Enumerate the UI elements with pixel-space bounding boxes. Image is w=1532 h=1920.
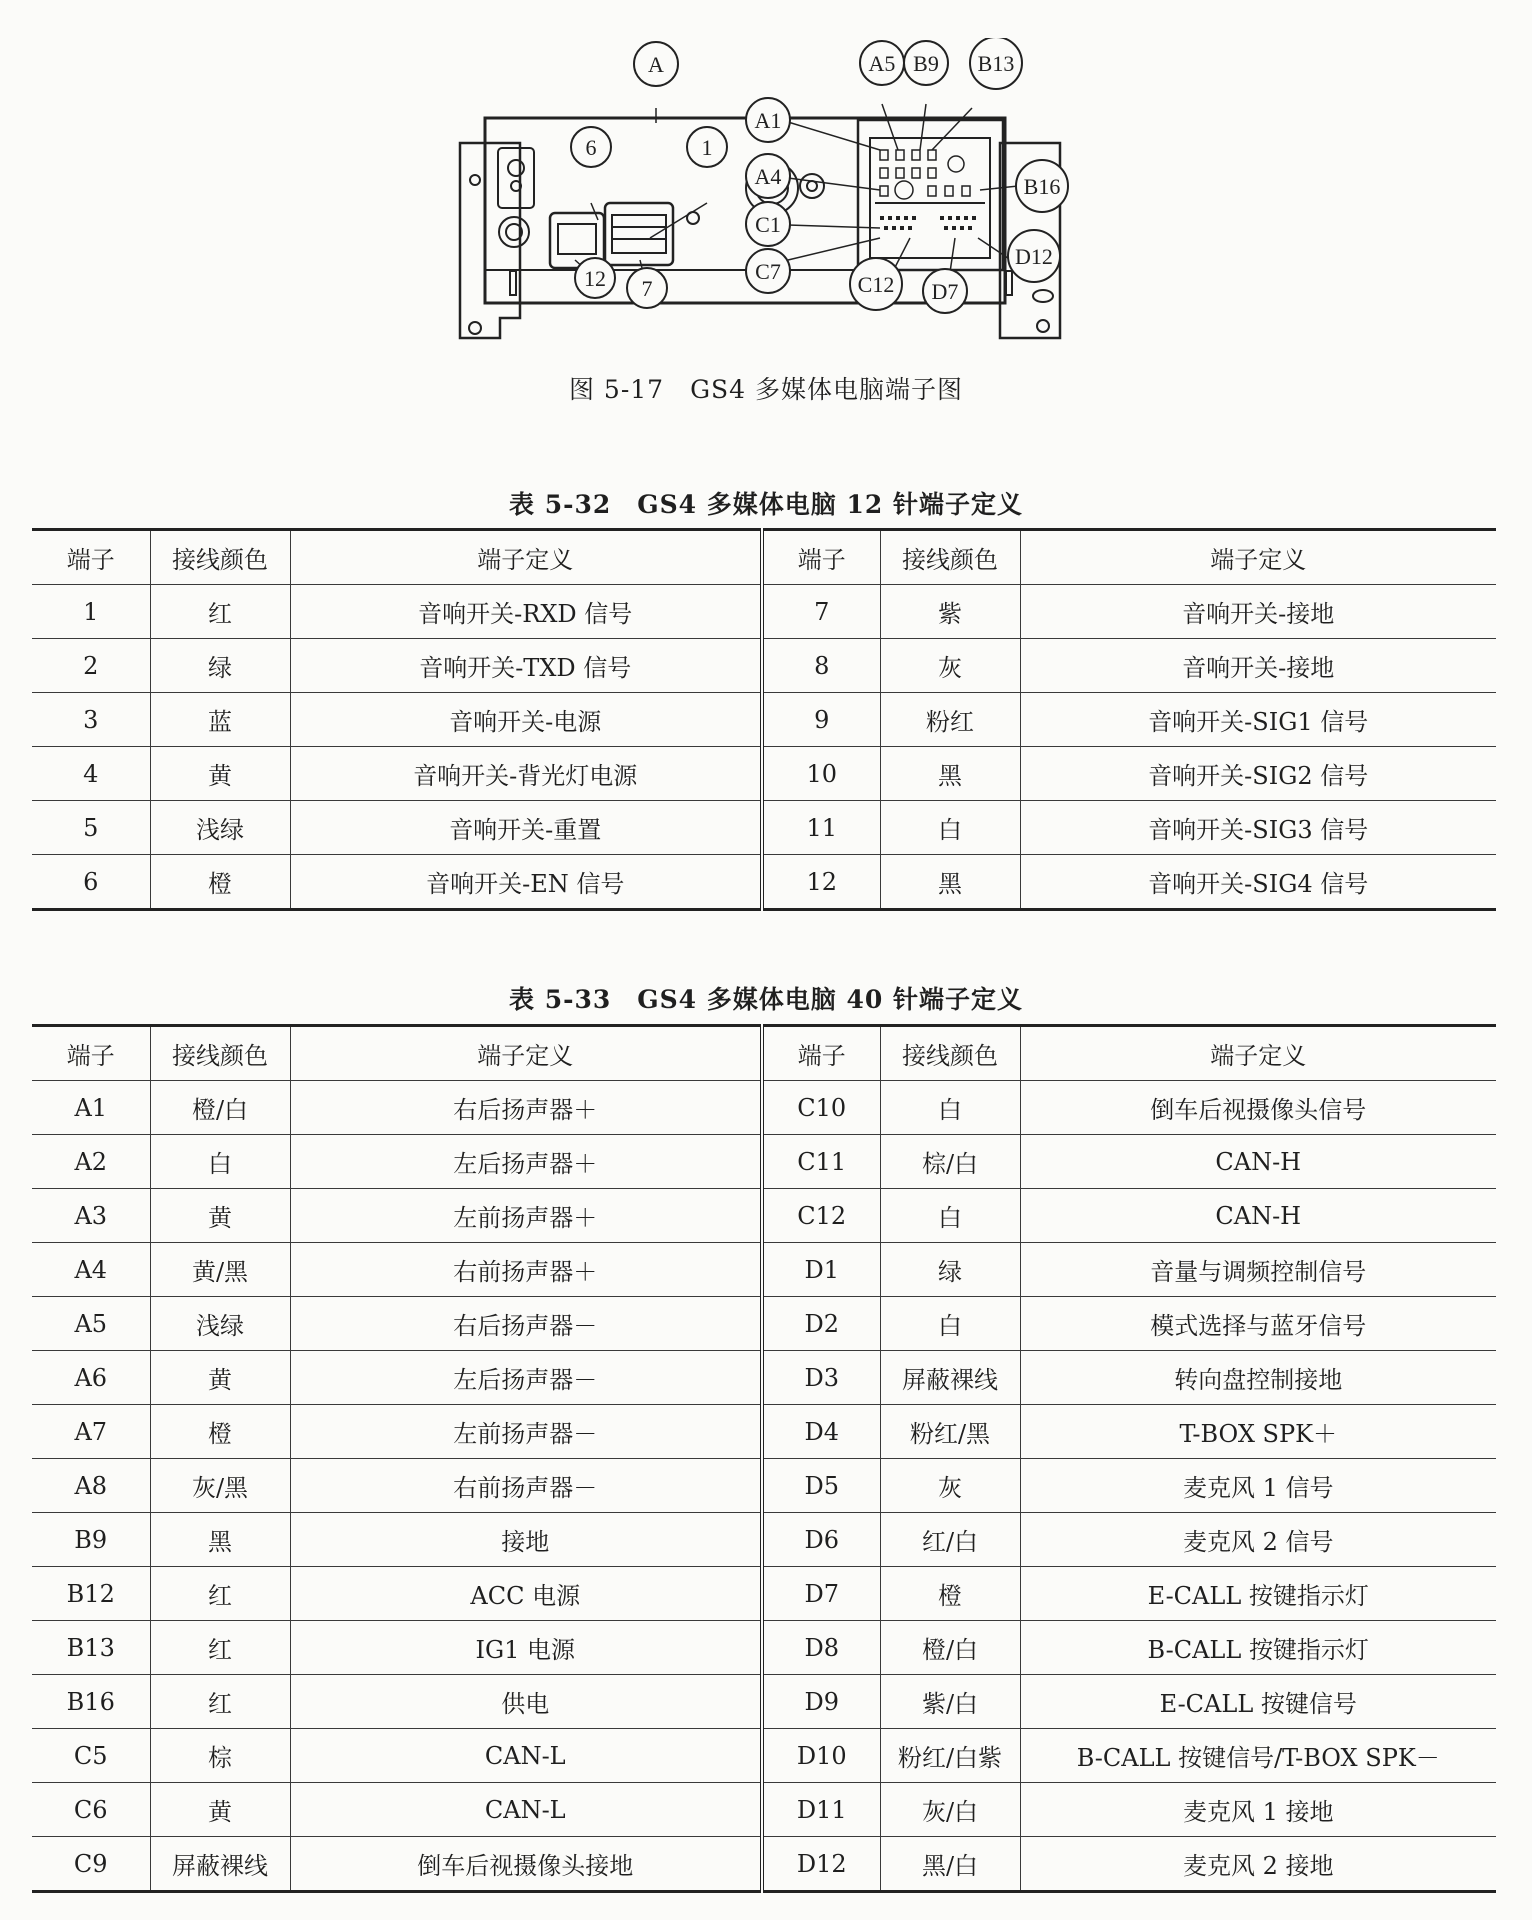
cell-wire-color: 橙/白 (150, 1081, 290, 1135)
table-row (32, 1459, 1496, 1513)
cell-definition: 模式选择与蓝牙信号 (1020, 1297, 1496, 1351)
cell-terminal: 6 (32, 855, 150, 910)
cell-terminal: B9 (32, 1513, 150, 1567)
cell-wire-color: 棕/白 (880, 1135, 1020, 1189)
cell-terminal: C11 (762, 1135, 880, 1189)
cell-definition: 右后扬声器＋ (290, 1081, 762, 1135)
callout-label: A4 (754, 164, 782, 189)
cell-definition: 倒车后视摄像头接地 (290, 1837, 762, 1892)
header-definition: 端子定义 (1020, 530, 1496, 585)
header-definition: 端子定义 (290, 530, 762, 585)
cell-wire-color: 浅绿 (150, 1297, 290, 1351)
table-header-row (32, 530, 1496, 585)
cell-terminal: B12 (32, 1567, 150, 1621)
table-40pin (32, 1024, 1496, 1893)
table-row (32, 1189, 1496, 1243)
cell-definition: 右后扬声器－ (290, 1297, 762, 1351)
table-row (32, 1729, 1496, 1783)
cell-wire-color: 白 (880, 801, 1020, 855)
cell-definition: CAN-H (1020, 1189, 1496, 1243)
table-row (32, 855, 1496, 910)
callout-label: B9 (913, 51, 939, 76)
table-row (32, 693, 1496, 747)
cell-terminal: 8 (762, 639, 880, 693)
cell-wire-color: 黄/黑 (150, 1243, 290, 1297)
cell-terminal: 9 (762, 693, 880, 747)
cell-terminal: D2 (762, 1297, 880, 1351)
cell-wire-color: 灰/黑 (150, 1459, 290, 1513)
table-row (32, 1567, 1496, 1621)
cell-terminal: A5 (32, 1297, 150, 1351)
cell-definition: 麦克风 1 接地 (1020, 1783, 1496, 1837)
cell-terminal: 7 (762, 585, 880, 639)
cell-definition: 音量与调频控制信号 (1020, 1243, 1496, 1297)
cell-terminal: C5 (32, 1729, 150, 1783)
table-row (32, 1135, 1496, 1189)
cell-wire-color: 绿 (150, 639, 290, 693)
cell-definition: B-CALL 按键指示灯 (1020, 1621, 1496, 1675)
table-row (32, 1783, 1496, 1837)
cell-terminal: B13 (32, 1621, 150, 1675)
table-row (32, 1081, 1496, 1135)
cell-terminal: D4 (762, 1405, 880, 1459)
header-terminal: 端子 (32, 1026, 150, 1081)
callout-label: D12 (1015, 244, 1053, 269)
callout-label: C1 (755, 212, 781, 237)
cell-wire-color: 红 (150, 1567, 290, 1621)
header-terminal: 端子 (32, 530, 150, 585)
cell-wire-color: 白 (880, 1297, 1020, 1351)
cell-wire-color: 屏蔽裸线 (880, 1351, 1020, 1405)
cell-definition: 倒车后视摄像头信号 (1020, 1081, 1496, 1135)
table-row (32, 1513, 1496, 1567)
callout-label: C12 (857, 272, 895, 297)
cell-wire-color: 蓝 (150, 693, 290, 747)
cell-terminal: C10 (762, 1081, 880, 1135)
table-row (32, 1837, 1496, 1892)
cell-wire-color: 紫 (880, 585, 1020, 639)
cell-wire-color: 黑 (880, 855, 1020, 910)
cell-definition: 音响开关-TXD 信号 (290, 639, 762, 693)
cell-terminal: 4 (32, 747, 150, 801)
connector-diagram (440, 38, 1090, 348)
cell-terminal: D6 (762, 1513, 880, 1567)
cell-terminal: C9 (32, 1837, 150, 1892)
cell-wire-color: 粉红/黑 (880, 1405, 1020, 1459)
table-row (32, 1621, 1496, 1675)
cell-definition: IG1 电源 (290, 1621, 762, 1675)
cell-wire-color: 红 (150, 1675, 290, 1729)
cell-wire-color: 黑/白 (880, 1837, 1020, 1892)
cell-terminal: B16 (32, 1675, 150, 1729)
cell-terminal: 11 (762, 801, 880, 855)
cell-definition: T-BOX SPK＋ (1020, 1405, 1496, 1459)
cell-definition: CAN-L (290, 1729, 762, 1783)
cell-wire-color: 白 (880, 1189, 1020, 1243)
cell-terminal: A2 (32, 1135, 150, 1189)
figure-caption: 图 5-17 GS4 多媒体电脑端子图 (568, 375, 964, 404)
table-row (32, 585, 1496, 639)
cell-terminal: D12 (762, 1837, 880, 1892)
cell-definition: 音响开关-电源 (290, 693, 762, 747)
table-40pin-title: 表 5-33 GS4 多媒体电脑 40 针端子定义 (509, 985, 1023, 1014)
cell-definition: CAN-H (1020, 1135, 1496, 1189)
cell-definition: 麦克风 2 接地 (1020, 1837, 1496, 1892)
cell-wire-color: 黑 (150, 1513, 290, 1567)
cell-terminal: A7 (32, 1405, 150, 1459)
cell-wire-color: 白 (150, 1135, 290, 1189)
cell-terminal: A3 (32, 1189, 150, 1243)
cell-definition: 音响开关-SIG3 信号 (1020, 801, 1496, 855)
connector-diagram-drawing (440, 38, 1090, 348)
cell-definition: ACC 电源 (290, 1567, 762, 1621)
table-row (32, 747, 1496, 801)
cell-wire-color: 橙 (150, 855, 290, 910)
table-row (32, 1297, 1496, 1351)
cell-wire-color: 浅绿 (150, 801, 290, 855)
cell-definition: 音响开关-重置 (290, 801, 762, 855)
cell-terminal: 2 (32, 639, 150, 693)
cell-terminal: A6 (32, 1351, 150, 1405)
header-wire-color: 接线颜色 (880, 530, 1020, 585)
cell-definition: B-CALL 按键信号/T-BOX SPK－ (1020, 1729, 1496, 1783)
cell-definition: E-CALL 按键信号 (1020, 1675, 1496, 1729)
cell-definition: 左后扬声器－ (290, 1351, 762, 1405)
cell-wire-color: 灰 (880, 639, 1020, 693)
cell-definition: 接地 (290, 1513, 762, 1567)
table-row (32, 1675, 1496, 1729)
header-terminal: 端子 (762, 1026, 880, 1081)
cell-terminal: 12 (762, 855, 880, 910)
header-wire-color: 接线颜色 (880, 1026, 1020, 1081)
cell-terminal: A1 (32, 1081, 150, 1135)
callout-label: A (648, 52, 664, 77)
cell-definition: 音响开关-SIG2 信号 (1020, 747, 1496, 801)
cell-terminal: A4 (32, 1243, 150, 1297)
header-wire-color: 接线颜色 (150, 1026, 290, 1081)
cell-definition: 音响开关-SIG1 信号 (1020, 693, 1496, 747)
callout-label: A1 (754, 108, 782, 133)
cell-wire-color: 黄 (150, 1351, 290, 1405)
cell-wire-color: 屏蔽裸线 (150, 1837, 290, 1892)
cell-wire-color: 粉红/白紫 (880, 1729, 1020, 1783)
callout-label: D7 (931, 279, 959, 304)
callout-label: 6 (585, 135, 597, 160)
cell-terminal: 3 (32, 693, 150, 747)
cell-wire-color: 橙 (150, 1405, 290, 1459)
cell-wire-color: 黑 (880, 747, 1020, 801)
cell-wire-color: 红 (150, 1621, 290, 1675)
cell-definition: 音响开关-SIG4 信号 (1020, 855, 1496, 910)
cell-definition: CAN-L (290, 1783, 762, 1837)
header-wire-color: 接线颜色 (150, 530, 290, 585)
header-definition: 端子定义 (290, 1026, 762, 1081)
cell-definition: 左后扬声器＋ (290, 1135, 762, 1189)
cell-definition: 左前扬声器－ (290, 1405, 762, 1459)
cell-definition: 转向盘控制接地 (1020, 1351, 1496, 1405)
cell-definition: 供电 (290, 1675, 762, 1729)
cell-terminal: C6 (32, 1783, 150, 1837)
table-row (32, 639, 1496, 693)
callout-label: B13 (977, 51, 1015, 76)
table-row (32, 1405, 1496, 1459)
cell-wire-color: 绿 (880, 1243, 1020, 1297)
cell-wire-color: 紫/白 (880, 1675, 1020, 1729)
cell-terminal: 10 (762, 747, 880, 801)
cell-wire-color: 白 (880, 1081, 1020, 1135)
cell-wire-color: 红 (150, 585, 290, 639)
cell-definition: 左前扬声器＋ (290, 1189, 762, 1243)
table-row (32, 1351, 1496, 1405)
header-definition: 端子定义 (1020, 1026, 1496, 1081)
cell-terminal: C12 (762, 1189, 880, 1243)
cell-wire-color: 黄 (150, 747, 290, 801)
table-12pin (32, 528, 1496, 911)
table-row (32, 1243, 1496, 1297)
cell-wire-color: 灰 (880, 1459, 1020, 1513)
cell-wire-color: 橙 (880, 1567, 1020, 1621)
cell-definition: E-CALL 按键指示灯 (1020, 1567, 1496, 1621)
cell-wire-color: 黄 (150, 1783, 290, 1837)
cell-wire-color: 橙/白 (880, 1621, 1020, 1675)
cell-definition: 音响开关-背光灯电源 (290, 747, 762, 801)
cell-wire-color: 黄 (150, 1189, 290, 1243)
cell-definition: 音响开关-EN 信号 (290, 855, 762, 910)
cell-terminal: D7 (762, 1567, 880, 1621)
callout-label: A5 (868, 51, 896, 76)
header-terminal: 端子 (762, 530, 880, 585)
cell-terminal: D1 (762, 1243, 880, 1297)
cell-definition: 麦克风 1 信号 (1020, 1459, 1496, 1513)
cell-terminal: 1 (32, 585, 150, 639)
cell-terminal: D10 (762, 1729, 880, 1783)
cell-wire-color: 棕 (150, 1729, 290, 1783)
cell-definition: 音响开关-RXD 信号 (290, 585, 762, 639)
callout-label: 7 (641, 276, 653, 301)
cell-terminal: A8 (32, 1459, 150, 1513)
cell-wire-color: 粉红 (880, 693, 1020, 747)
cell-terminal: D11 (762, 1783, 880, 1837)
callout-label: B16 (1023, 174, 1061, 199)
cell-wire-color: 灰/白 (880, 1783, 1020, 1837)
cell-terminal: D9 (762, 1675, 880, 1729)
cell-definition: 音响开关-接地 (1020, 585, 1496, 639)
cell-definition: 音响开关-接地 (1020, 639, 1496, 693)
cell-terminal: D8 (762, 1621, 880, 1675)
table-row (32, 801, 1496, 855)
cell-terminal: D5 (762, 1459, 880, 1513)
callout-label: C7 (755, 259, 781, 284)
callout-label: 12 (584, 266, 606, 291)
table-header-row (32, 1026, 1496, 1081)
cell-wire-color: 红/白 (880, 1513, 1020, 1567)
cell-definition: 右前扬声器－ (290, 1459, 762, 1513)
table-12pin-title: 表 5-32 GS4 多媒体电脑 12 针端子定义 (509, 490, 1023, 519)
cell-definition: 右前扬声器＋ (290, 1243, 762, 1297)
callout-label: 1 (701, 135, 713, 160)
cell-definition: 麦克风 2 信号 (1020, 1513, 1496, 1567)
cell-terminal: 5 (32, 801, 150, 855)
cell-terminal: D3 (762, 1351, 880, 1405)
